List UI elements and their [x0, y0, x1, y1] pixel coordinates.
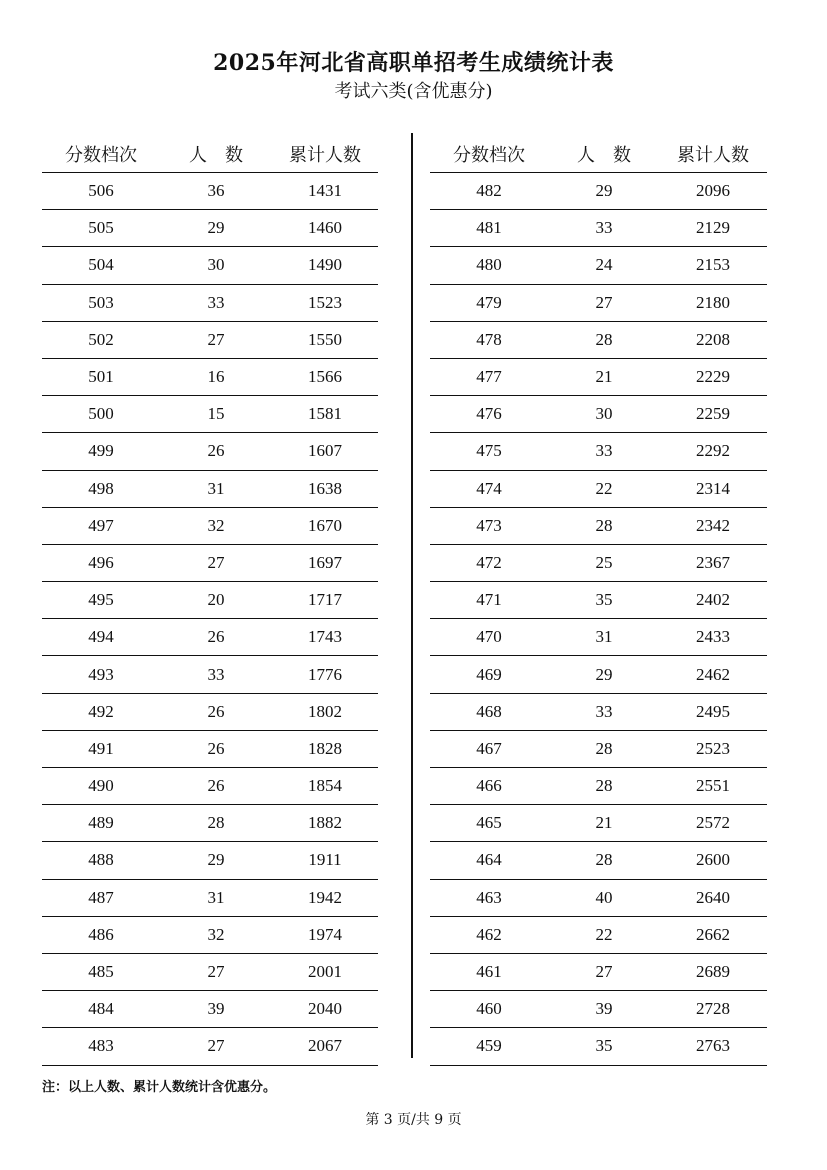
- count-cell: 28: [595, 776, 613, 796]
- score-table-right: [430, 136, 767, 1066]
- score-cell: 492: [88, 701, 114, 721]
- count-cell: 29: [207, 218, 225, 238]
- table-row: [430, 210, 767, 247]
- count-cell: 22: [595, 478, 613, 498]
- table-row: [430, 322, 767, 359]
- count-cell: 30: [595, 404, 613, 424]
- cumulative-cell: 2067: [308, 1036, 342, 1056]
- score-cell: 494: [88, 627, 114, 647]
- table-row: [42, 694, 378, 731]
- cumulative-cell: 1828: [308, 738, 342, 758]
- cumulative-cell: 1697: [308, 552, 342, 572]
- score-cell: 468: [476, 701, 502, 721]
- count-cell: 20: [207, 590, 225, 610]
- cumulative-cell: 2495: [696, 701, 730, 721]
- count-cell: 29: [595, 664, 613, 684]
- table-row: [42, 173, 378, 210]
- count-cell: 26: [207, 738, 225, 758]
- table-row: [430, 619, 767, 656]
- cumulative-cell: 1942: [308, 887, 342, 907]
- cumulative-cell: 2001: [308, 962, 342, 982]
- cumulative-cell: 2208: [696, 329, 730, 349]
- score-cell: 496: [88, 552, 114, 572]
- count-cell: 16: [207, 367, 225, 387]
- cumulative-cell: 2640: [696, 887, 730, 907]
- table-row: [430, 842, 767, 879]
- count-cell: 30: [207, 255, 225, 275]
- cumulative-cell: 2572: [696, 813, 730, 833]
- header-count: 人 数: [577, 145, 631, 166]
- count-cell: 28: [595, 738, 613, 758]
- score-cell: 503: [88, 292, 114, 312]
- score-cell: 471: [476, 590, 502, 610]
- score-cell: 473: [476, 515, 502, 535]
- score-cell: 470: [476, 627, 502, 647]
- column-divider: [411, 133, 413, 1058]
- count-cell: 32: [207, 515, 225, 535]
- cumulative-cell: 2402: [696, 590, 730, 610]
- count-cell: 32: [207, 924, 225, 944]
- count-cell: 27: [595, 292, 613, 312]
- cumulative-cell: 2229: [696, 367, 730, 387]
- count-cell: 31: [595, 627, 613, 647]
- table-row: [430, 805, 767, 842]
- table-row: [430, 396, 767, 433]
- table-row: [430, 359, 767, 396]
- score-cell: 489: [88, 813, 114, 833]
- count-cell: 21: [595, 813, 613, 833]
- count-cell: 26: [207, 776, 225, 796]
- count-cell: 29: [595, 181, 613, 201]
- cumulative-cell: 1670: [308, 515, 342, 535]
- score-cell: 491: [88, 738, 114, 758]
- count-cell: 28: [595, 329, 613, 349]
- table-row: [430, 880, 767, 917]
- score-cell: 506: [88, 181, 114, 201]
- count-cell: 36: [207, 181, 225, 201]
- score-cell: 485: [88, 962, 114, 982]
- count-cell: 33: [595, 218, 613, 238]
- cumulative-cell: 1581: [308, 404, 342, 424]
- cumulative-cell: 2600: [696, 850, 730, 870]
- count-cell: 33: [207, 664, 225, 684]
- header-score-level: 分数档次: [453, 145, 525, 166]
- score-cell: 490: [88, 776, 114, 796]
- cumulative-cell: 1607: [308, 441, 342, 461]
- count-cell: 28: [595, 850, 613, 870]
- table-row: [42, 396, 378, 433]
- cumulative-cell: 2096: [696, 181, 730, 201]
- cumulative-cell: 2462: [696, 664, 730, 684]
- table-row: [42, 954, 378, 991]
- score-cell: 482: [476, 181, 502, 201]
- count-cell: 26: [207, 441, 225, 461]
- score-cell: 462: [476, 924, 502, 944]
- table-row: [430, 731, 767, 768]
- count-cell: 35: [595, 1036, 613, 1056]
- score-cell: 472: [476, 552, 502, 572]
- cumulative-cell: 2551: [696, 776, 730, 796]
- score-cell: 464: [476, 850, 502, 870]
- count-cell: 39: [595, 999, 613, 1019]
- table-row: [42, 805, 378, 842]
- table-row: [430, 1028, 767, 1065]
- count-cell: 29: [207, 850, 225, 870]
- count-cell: 26: [207, 701, 225, 721]
- table-body: [42, 173, 378, 1066]
- table-row: [42, 247, 378, 284]
- table-row: [42, 508, 378, 545]
- score-cell: 478: [476, 329, 502, 349]
- score-cell: 469: [476, 664, 502, 684]
- table-row: [42, 1028, 378, 1065]
- table-row: [430, 433, 767, 470]
- cumulative-cell: 2040: [308, 999, 342, 1019]
- table-row: [42, 656, 378, 693]
- count-cell: 28: [595, 515, 613, 535]
- count-cell: 15: [207, 404, 225, 424]
- cumulative-cell: 1717: [308, 590, 342, 610]
- table-row: [42, 545, 378, 582]
- table-row: [42, 991, 378, 1028]
- cumulative-cell: 2314: [696, 478, 730, 498]
- score-table-left: [42, 136, 378, 1066]
- cumulative-cell: 2259: [696, 404, 730, 424]
- table-row: [430, 582, 767, 619]
- score-cell: 463: [476, 887, 502, 907]
- count-cell: 28: [207, 813, 225, 833]
- count-cell: 22: [595, 924, 613, 944]
- score-cell: 484: [88, 999, 114, 1019]
- table-header: [430, 136, 767, 173]
- table-row: [42, 731, 378, 768]
- cumulative-cell: 2689: [696, 962, 730, 982]
- table-row: [42, 210, 378, 247]
- score-cell: 500: [88, 404, 114, 424]
- count-cell: 33: [595, 701, 613, 721]
- table-row: [42, 880, 378, 917]
- cumulative-cell: 1460: [308, 218, 342, 238]
- cumulative-cell: 2153: [696, 255, 730, 275]
- table-row: [42, 433, 378, 470]
- score-cell: 483: [88, 1036, 114, 1056]
- count-cell: 27: [207, 962, 225, 982]
- cumulative-cell: 2763: [696, 1036, 730, 1056]
- count-cell: 21: [595, 367, 613, 387]
- score-cell: 486: [88, 924, 114, 944]
- score-cell: 476: [476, 404, 502, 424]
- count-cell: 27: [207, 329, 225, 349]
- cumulative-cell: 1743: [308, 627, 342, 647]
- score-cell: 481: [476, 218, 502, 238]
- document-title: 2025年河北省高职单招考生成绩统计表: [213, 50, 614, 76]
- cumulative-cell: 2292: [696, 441, 730, 461]
- count-cell: 26: [207, 627, 225, 647]
- cumulative-cell: 2433: [696, 627, 730, 647]
- header-score-level: 分数档次: [65, 145, 137, 166]
- score-cell: 474: [476, 478, 502, 498]
- cumulative-cell: 1974: [308, 924, 342, 944]
- count-cell: 33: [207, 292, 225, 312]
- score-cell: 465: [476, 813, 502, 833]
- table-row: [42, 359, 378, 396]
- table-row: [42, 285, 378, 322]
- table-row: [430, 768, 767, 805]
- table-row: [430, 545, 767, 582]
- table-row: [430, 247, 767, 284]
- table-row: [42, 322, 378, 359]
- table-row: [430, 285, 767, 322]
- table-row: [42, 471, 378, 508]
- cumulative-cell: 1882: [308, 813, 342, 833]
- header-cumulative: 累计人数: [677, 145, 749, 166]
- table-row: [430, 173, 767, 210]
- cumulative-cell: 2180: [696, 292, 730, 312]
- table-row: [42, 842, 378, 879]
- cumulative-cell: 2523: [696, 738, 730, 758]
- score-cell: 505: [88, 218, 114, 238]
- table-row: [42, 917, 378, 954]
- count-cell: 27: [207, 552, 225, 572]
- score-cell: 504: [88, 255, 114, 275]
- count-cell: 27: [207, 1036, 225, 1056]
- table-header: [42, 136, 378, 173]
- score-cell: 493: [88, 664, 114, 684]
- cumulative-cell: 1854: [308, 776, 342, 796]
- table-row: [42, 619, 378, 656]
- count-cell: 25: [595, 552, 613, 572]
- score-cell: 459: [476, 1036, 502, 1056]
- count-cell: 39: [207, 999, 225, 1019]
- cumulative-cell: 1776: [308, 664, 342, 684]
- header-cumulative: 累计人数: [289, 145, 361, 166]
- cumulative-cell: 1802: [308, 701, 342, 721]
- count-cell: 24: [595, 255, 613, 275]
- cumulative-cell: 1523: [308, 292, 342, 312]
- cumulative-cell: 1638: [308, 478, 342, 498]
- page-number: 第 3 页/共 9 页: [365, 1112, 462, 1128]
- count-cell: 40: [595, 887, 613, 907]
- score-cell: 499: [88, 441, 114, 461]
- table-row: [430, 508, 767, 545]
- score-cell: 479: [476, 292, 502, 312]
- table-body: [430, 173, 767, 1066]
- cumulative-cell: 1566: [308, 367, 342, 387]
- score-cell: 466: [476, 776, 502, 796]
- cumulative-cell: 2367: [696, 552, 730, 572]
- score-cell: 498: [88, 478, 114, 498]
- score-cell: 502: [88, 329, 114, 349]
- cumulative-cell: 1911: [308, 850, 342, 870]
- score-cell: 467: [476, 738, 502, 758]
- table-row: [430, 694, 767, 731]
- score-cell: 501: [88, 367, 114, 387]
- score-cell: 460: [476, 999, 502, 1019]
- table-row: [430, 917, 767, 954]
- table-row: [430, 656, 767, 693]
- cumulative-cell: 2728: [696, 999, 730, 1019]
- count-cell: 31: [207, 887, 225, 907]
- score-cell: 461: [476, 962, 502, 982]
- score-cell: 480: [476, 255, 502, 275]
- score-cell: 475: [476, 441, 502, 461]
- cumulative-cell: 1431: [308, 181, 342, 201]
- cumulative-cell: 2129: [696, 218, 730, 238]
- count-cell: 31: [207, 478, 225, 498]
- score-cell: 495: [88, 590, 114, 610]
- score-cell: 487: [88, 887, 114, 907]
- table-row: [42, 768, 378, 805]
- score-cell: 488: [88, 850, 114, 870]
- cumulative-cell: 1490: [308, 255, 342, 275]
- header-count: 人 数: [189, 145, 243, 166]
- footnote: 注：以上人数、累计人数统计含优惠分。: [42, 1080, 277, 1095]
- cumulative-cell: 2342: [696, 515, 730, 535]
- table-row: [430, 471, 767, 508]
- table-row: [42, 582, 378, 619]
- cumulative-cell: 1550: [308, 329, 342, 349]
- score-cell: 497: [88, 515, 114, 535]
- table-row: [430, 954, 767, 991]
- cumulative-cell: 2662: [696, 924, 730, 944]
- document-subtitle: 考试六类(含优惠分): [334, 81, 493, 102]
- table-row: [430, 991, 767, 1028]
- score-cell: 477: [476, 367, 502, 387]
- count-cell: 33: [595, 441, 613, 461]
- count-cell: 27: [595, 962, 613, 982]
- count-cell: 35: [595, 590, 613, 610]
